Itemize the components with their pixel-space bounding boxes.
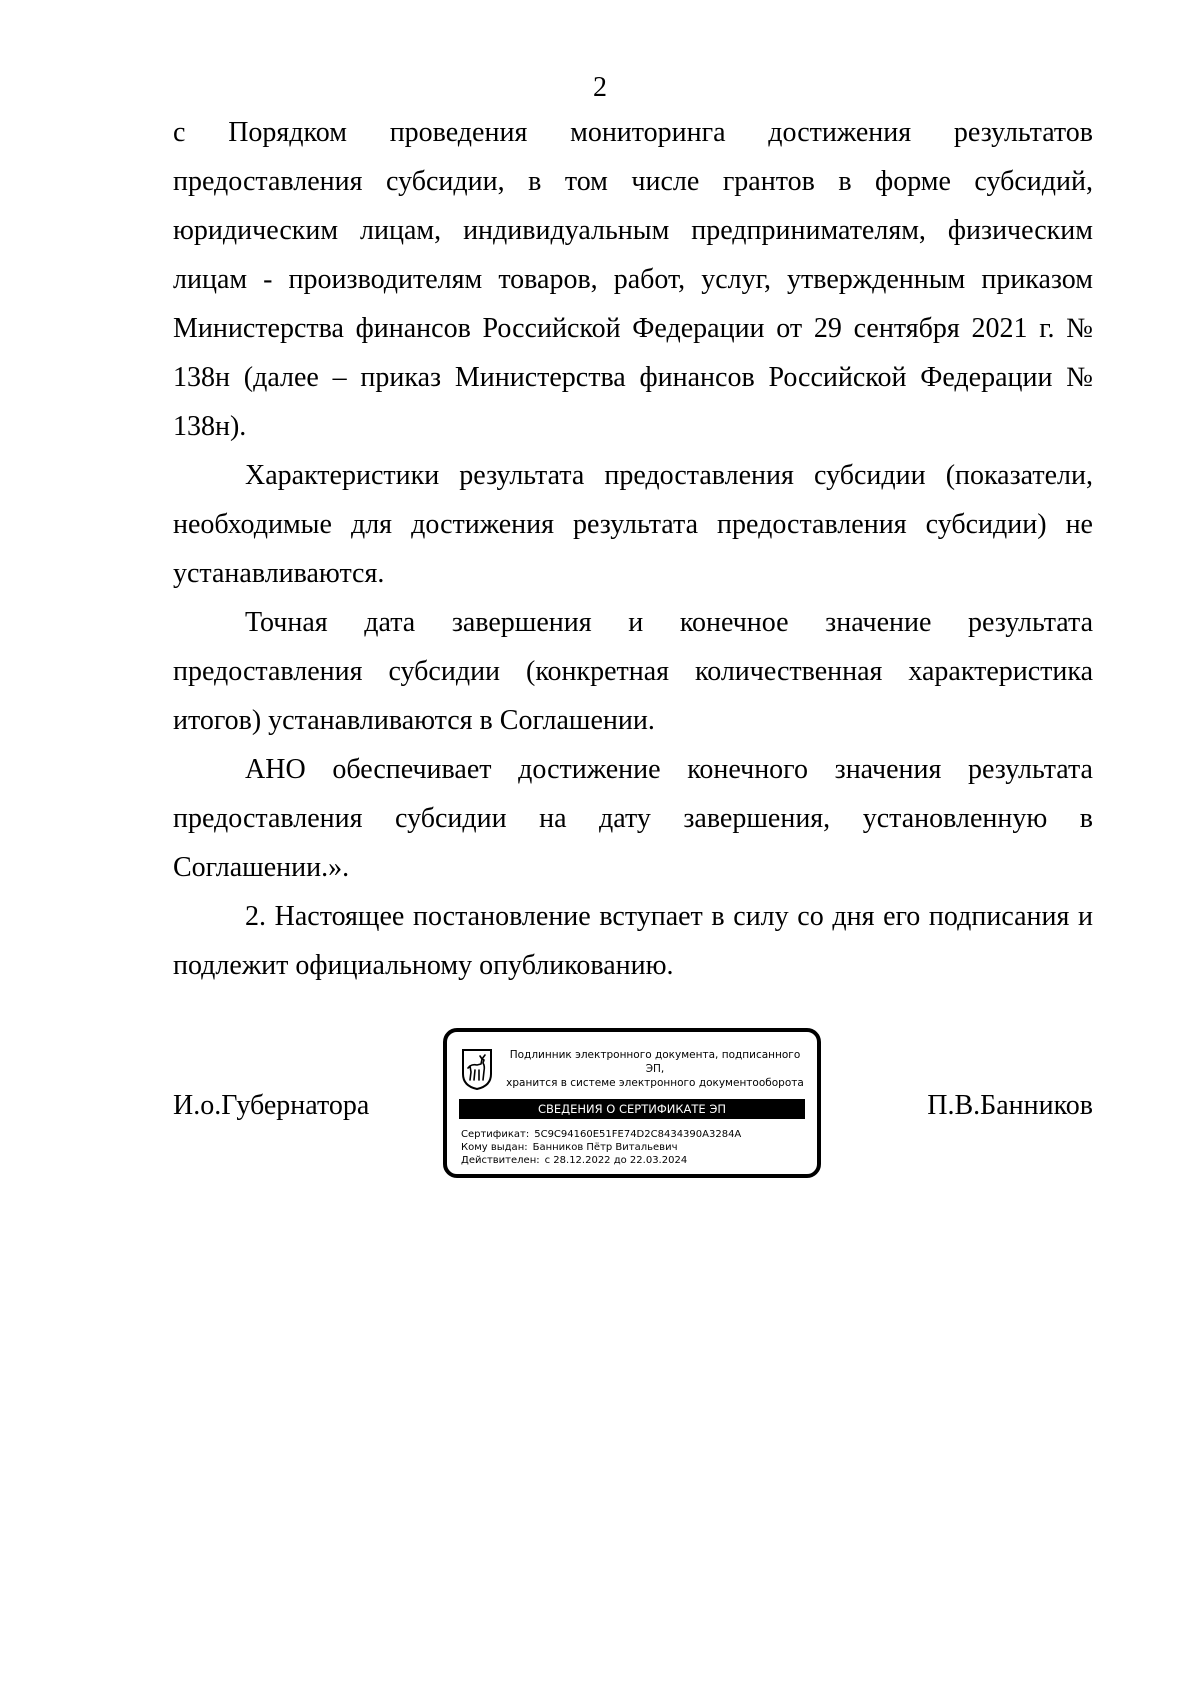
paragraph-effective-date: 2. Настоящее постановление вступает в силу со дня его подписания и подлежит официальному опубликованию. [173,901,1093,981]
stamp-header-line-2: хранится в системе электронного документооборота [506,1077,804,1089]
certificate-label: Сертификат: [461,1129,530,1140]
paragraph-continuation: с Порядком проведения мониторинга достижения результатов предоставления субсидии, в том числе грантов в форме субсидий, юридическим лицам, индивидуальным предпринимателям, физическим лицам - производителям товаров, работ, услуг, утвержденным приказом Министерства финансов Российской Федерации от 29 сентября 2021 г. № 138н (далее – приказ Министерства финансов Российской Федерации № 138н). [173,117,1093,442]
issued-to-value: Банников Пётр Витальевич [532,1142,678,1153]
stamp-header-line-1: Подлинник электронного документа, подписанного ЭП, [509,1049,801,1075]
issued-to-label: Кому выдан: [461,1142,528,1153]
signature-block [173,1028,1093,1188]
certificate-details [461,1128,811,1167]
paragraph-ano-obligation: АНО обеспечивает достижение конечного значения результата предоставления субсидии на дату завершения, установленную в Соглашении.». [173,754,1093,883]
issued-to-row [461,1141,811,1154]
paragraph-completion-date: Точная дата завершения и конечное значение результата предоставления субсидии (конкретная количественная характеристика итогов) устанавливаются в Соглашении. [173,607,1093,736]
page-number: 2 [593,72,607,103]
validity-label: Действителен: [461,1155,540,1166]
document-body [173,108,1093,990]
certificate-row [461,1128,811,1141]
stamp-header [499,1048,811,1090]
certificate-value: 5C9C94160E51FE74D2C8434390A3284A [534,1129,742,1140]
signatory-name: П.В.Банников [927,1090,1093,1121]
signatory-title: И.о.Губернатора [173,1090,370,1121]
certificate-info-bar: СВЕДЕНИЯ О СЕРТИФИКАТЕ ЭП [459,1099,805,1119]
nizhny-novgorod-deer-emblem-icon [461,1048,493,1090]
validity-row [461,1154,811,1167]
validity-value: с 28.12.2022 до 22.03.2024 [544,1155,688,1166]
paragraph-characteristics: Характеристики результата предоставления субсидии (показатели, необходимые для достижения результата предоставления субсидии) не устанавливаются. [173,460,1093,589]
electronic-signature-stamp [443,1028,821,1178]
